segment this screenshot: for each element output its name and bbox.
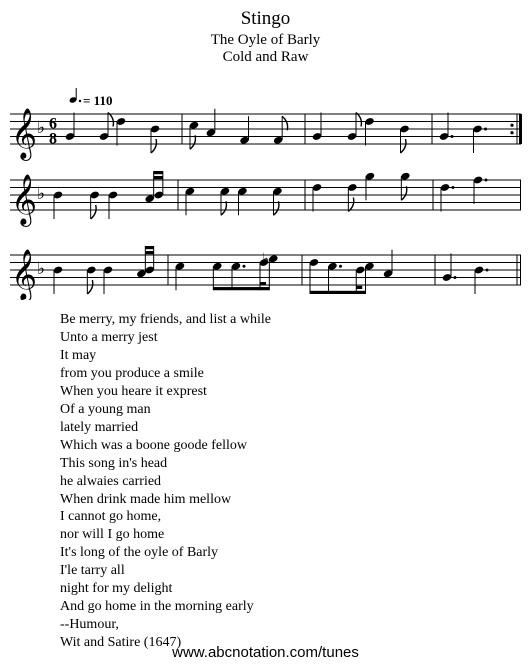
note-beam (260, 282, 266, 285)
tune-subtitle-1: The Oyle of Barly (210, 32, 321, 48)
key-signature-flat-icon: ♭ (37, 259, 46, 279)
lyrics-block (60, 311, 271, 652)
lyric-line: This song in's head (60, 455, 168, 471)
lyric-line: night for my delight (60, 581, 173, 597)
footer-url: www.abcnotation.com/tunes (172, 644, 359, 661)
note-dot (339, 265, 342, 268)
lyric-line: Unto a merry jest (60, 329, 158, 345)
lyric-line: from you produce a smile (60, 365, 204, 381)
note-beam (310, 291, 366, 294)
repeat-dot (510, 131, 513, 134)
note-dot (451, 135, 454, 138)
tempo-note-dot (79, 100, 81, 102)
lyric-line: Which was a boone goode fellow (60, 437, 247, 453)
note-flag (401, 139, 406, 153)
tune-title: Stingo (240, 8, 291, 29)
lyric-line: It's long of the oyle of Barly (60, 545, 219, 561)
note-dot (452, 186, 455, 189)
note-flag (282, 116, 287, 130)
lyric-line: And go home in the morning early (60, 599, 254, 615)
lyric-line: It may (60, 347, 97, 363)
note-dot (484, 128, 487, 131)
note-beam (145, 251, 153, 254)
lyric-line: When drink made him mellow (60, 491, 232, 507)
lyric-line: nor will I go home (60, 527, 165, 543)
note-beam (154, 176, 163, 179)
note-flag (356, 113, 361, 127)
treble-clef-icon: 𝄞 (11, 249, 38, 300)
note-beam (213, 287, 269, 290)
tune-subtitle-2: Cold and Raw (222, 49, 309, 65)
lyric-line: I cannot go home, (60, 509, 162, 525)
lyric-line: Be merry, my friends, and list a while (60, 312, 271, 327)
lyric-line: I'le tarry all (60, 563, 125, 579)
treble-clef-icon: 𝄞 (11, 174, 38, 225)
lyric-line: he alwaies carried (60, 473, 162, 489)
tempo-value: = 110 (83, 93, 113, 108)
lyric-line: --Humour, (60, 617, 119, 633)
note-flag (190, 135, 195, 149)
note-dot (454, 276, 457, 279)
time-signature-top: 6 (49, 115, 57, 133)
note-dot (243, 265, 246, 268)
note-dot (485, 179, 488, 182)
note-beam (154, 171, 163, 174)
time-signature-bottom: 8 (49, 130, 57, 148)
lyric-line: When you heare it exprest (60, 383, 207, 399)
lyric-line: Wit and Satire (1647) (60, 635, 182, 651)
note-flag (91, 205, 96, 219)
note-flag (401, 186, 406, 200)
key-signature-flat-icon: ♭ (37, 184, 46, 204)
sheet-music (0, 0, 531, 300)
repeat-dot (510, 124, 513, 127)
lyric-line: lately married (60, 419, 139, 435)
treble-clef-icon: 𝄞 (11, 108, 38, 159)
note-flag (87, 280, 92, 294)
note-flag (221, 201, 226, 215)
note-beam (145, 246, 153, 249)
note-flag (274, 201, 279, 215)
key-signature-flat-icon: ♭ (37, 118, 46, 138)
note-dot (486, 269, 489, 272)
accidental-flat-icon: ♭ (262, 250, 269, 267)
note-flag (151, 139, 156, 153)
note-flag (108, 113, 113, 127)
note-beam (356, 286, 362, 289)
note-flag (348, 198, 353, 212)
lyric-line: Of a young man (60, 401, 151, 417)
